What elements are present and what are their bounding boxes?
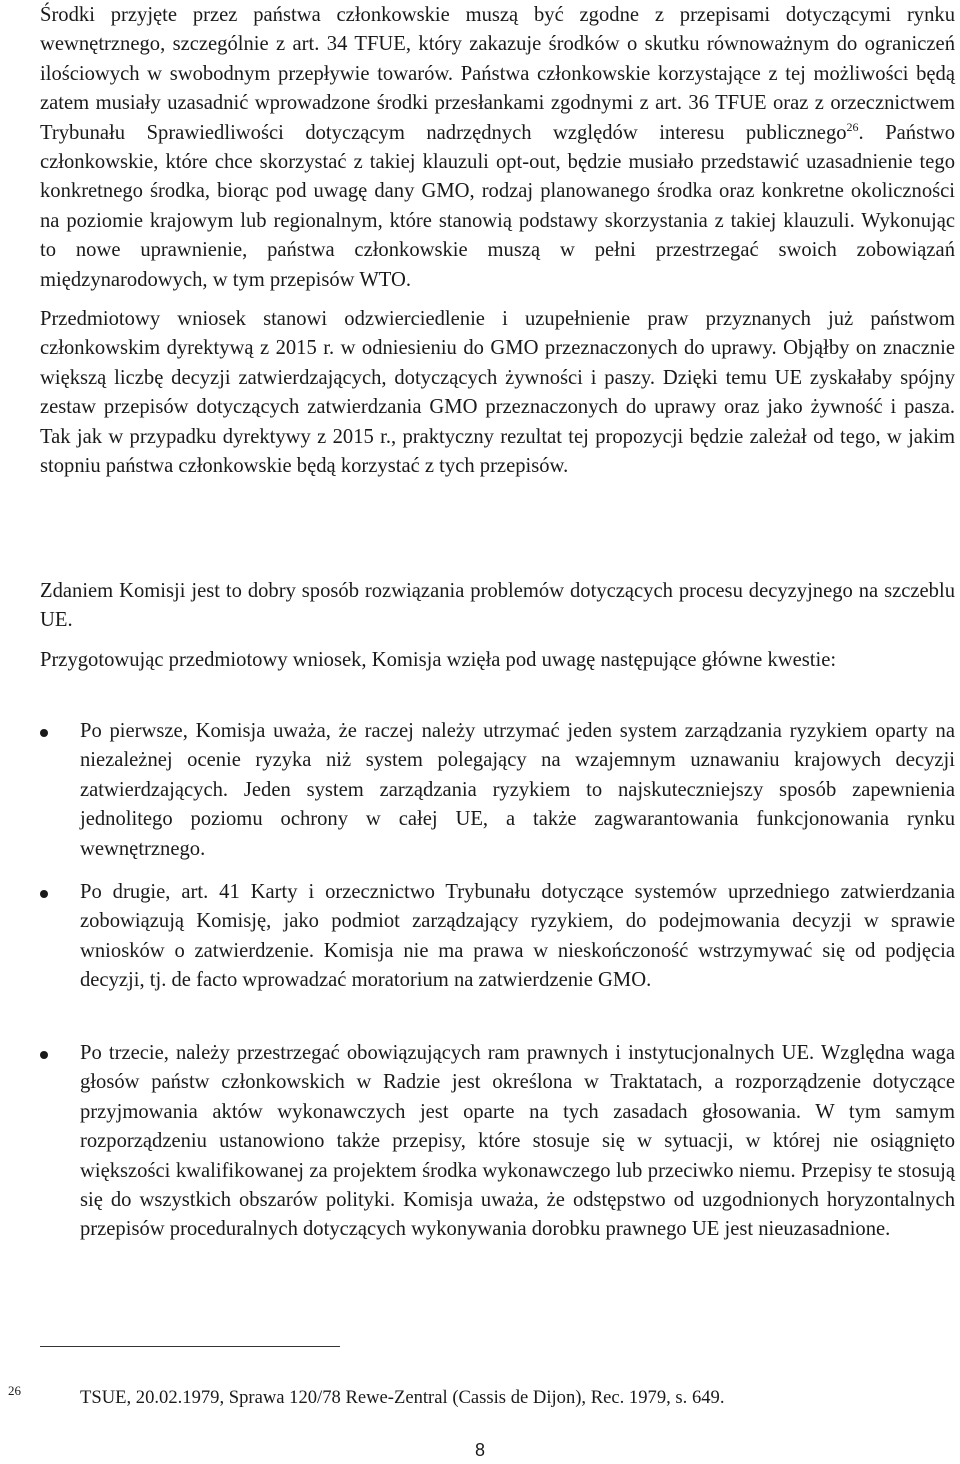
list-item-text: Po trzecie, należy przestrzegać obowiązujących ram prawnych i instytucjonalnych UE. Względna waga głosów państw członkowskich w Radzie jest określona w Traktatach, a rozporządzenie dotyczące przyjmowania aktów wykonawczych jest oparte na tych zasadach głosowania. W tym samym rozporządzeniu ustanowiono także przepisy, które stosuje się w sytuacji, w której nie osiągnięto większości kwalifikowanej za projektem środka wykonawczego lub przeciwko niemu. Przepisy te stosują się do wszystkich obszarów polityki. Komisja uważa, że odstępstwo od uzgodnionych horyzontalnych przepisów proceduralnych dotyczących wykonywania dorobku prawnego UE jest nieuzasadnione. <box>80 1042 955 1241</box>
page-number: 8 <box>474 1440 485 1460</box>
bullet-icon <box>40 1051 48 1059</box>
paragraph-commission-opinion: Zdaniem Komisji jest to dobry sposób rozwiązania problemów dotyczących procesu decyzyjnego na szczeblu UE. <box>40 580 955 632</box>
list-item <box>40 878 955 996</box>
bullet-icon <box>40 890 48 898</box>
paragraph-text: Środki przyjęte przez państwa członkowskie muszą być zgodne z przepisami dotyczącymi rynku wewnętrznego, szczególnie z art. 34 TFUE, który zakazuje środków o skutku równoważnym do ograniczeń ilościowych w swobodnym przepływie towarów. Państwa członkowskie korzystające z tej możliwości będą zatem musiały uzasadnić wprowadzone środki przesłankami zgodnymi z art. 36 TFUE oraz z orzecznictwem Trybunału Sprawiedliwości dotyczącym nadrzędnych względów interesu publicznego <box>40 4 955 144</box>
bullet-icon <box>40 729 48 737</box>
footnote-reference[interactable]: 26 <box>846 119 859 134</box>
footnote-text: TSUE, 20.02.1979, Sprawa 120/78 Rewe-Zentral (Cassis de Dijon), Rec. 1979, s. 649. <box>80 1387 725 1408</box>
footnote-number: 26 <box>8 1383 21 1398</box>
list-item <box>40 1039 955 1245</box>
footnote-divider <box>40 1346 340 1347</box>
paragraph-main-issues-intro: Przygotowując przedmiotowy wniosek, Komisja wzięła pod uwagę następujące główne kwestie: <box>40 649 837 671</box>
list-item-text: Po drugie, art. 41 Karty i orzecznictwo Trybunału dotyczące systemów uprzedniego zatwierdzania zobowiązują Komisję, jako podmiot zarządzający ryzykiem, do podejmowania decyzji w sprawie wniosków o zatwierdzenie. Komisja nie ma prawa w nieskończoność wstrzymywać się od podjęcia decyzji, tj. de facto wprowadzać moratorium na zatwierdzenie GMO. <box>80 881 955 992</box>
paragraph-opt-out-measures <box>40 1 955 295</box>
paragraph-text: . Państwo członkowskie, które chce skorzystać z takiej klauzuli opt-out, będzie musiało przedstawić uzasadnienie tego konkretnego środka, biorąc pod uwagę dany GMO, rodzaj planowanego środka oraz konkretne okoliczności na poziomie krajowym lub regionalnym, które stanowią podstawy skorzystania z takiej klauzuli. Wykonując to nowe uprawnienie, państwa członkowskie muszą w pełni przestrzegać swoich zobowiązań międzynarodowych, w tym przepisów WTO. <box>40 121 955 291</box>
list-item <box>40 717 955 864</box>
paragraph-proposal-reflection: Przedmiotowy wniosek stanowi odzwierciedlenie i uzupełnienie praw przyznanych już państwom członkowskim dyrektywą z 2015 r. w odniesieniu do GMO przeznaczonych do uprawy. Objąłby on znacznie większą liczbę decyzji zatwierdzających, dotyczących żywności i paszy. Dzięki temu UE zyskałaby spójny zestaw przepisów dotyczących zatwierdzania GMO przeznaczonych do uprawy oraz jako żywność i pasza. Tak jak w przypadku dyrektywy z 2015 r., praktyczny rezultat tej propozycji będzie zależał od tego, w jakim stopniu państwa członkowskie będą korzystać z tych przepisów. <box>40 308 955 478</box>
list-item-text: Po pierwsze, Komisja uważa, że raczej należy utrzymać jeden system zarządzania ryzykiem oparty na niezależnej ocenie ryzyka niż system polegający na wzajemnym uznawaniu krajowych decyzji zatwierdzających. Jeden system zarządzania ryzykiem to najskuteczniejszy sposób zapewnienia jednolitego poziomu ochrony w całej UE, a także zagwarantowania funkcjonowania rynku wewnętrznego. <box>80 720 955 860</box>
